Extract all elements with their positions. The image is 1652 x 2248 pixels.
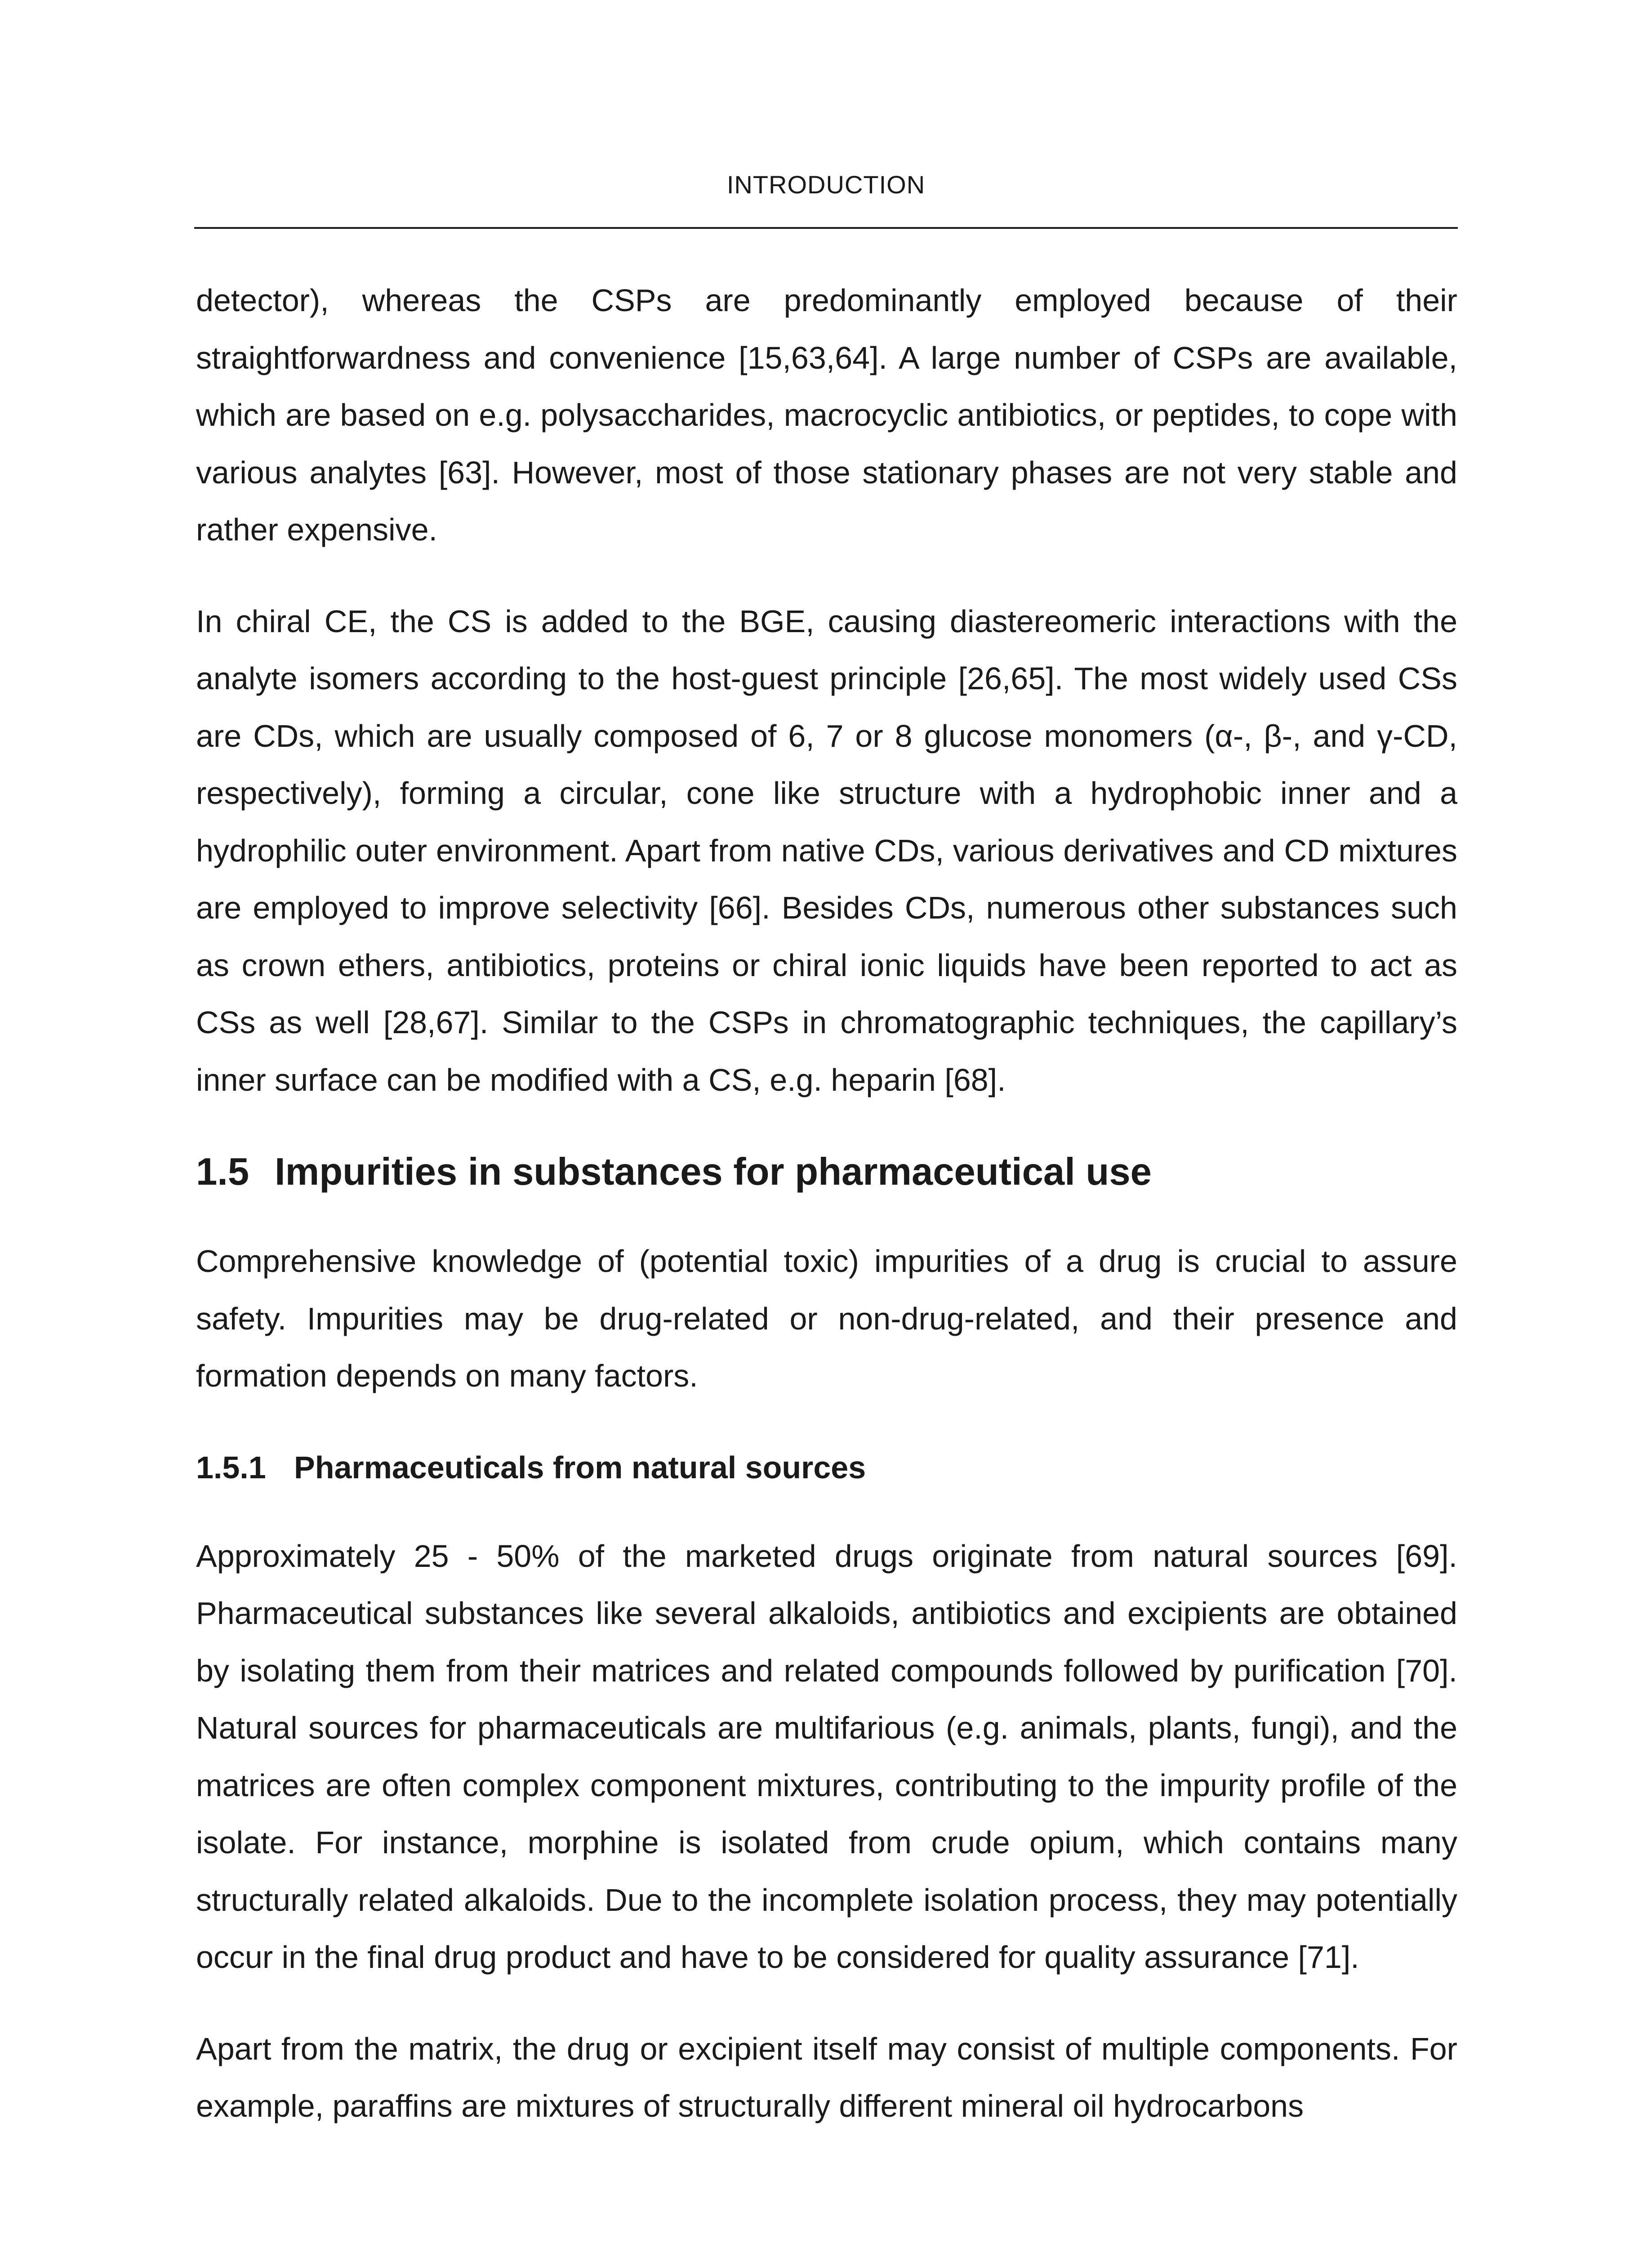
paragraph-natural-sources: Approximately 25 - 50% of the marketed drugs originate from natural sources [69]. Pharmaceutical substances like several alkaloids, antibiotics and excipients are obtained by isolating them from their matrices and related compounds followed by purification [70]. Natural sources for pharmaceuticals are multifarious (e.g. animals, plants, fungi), and the matrices are often complex component mixtures, contributing to the impurity profile of the isolate. For instance, morphine is isolated from crude opium, which contains many structurally related alkaloids. Due to the incomplete isolation process, they may potentially occur in the final drug product and have to be considered for quality assurance [71]. <box>196 1538 1457 1975</box>
section-number: 1.5 <box>196 1151 249 1193</box>
section-title: Impurities in substances for pharmaceutical use <box>275 1151 1152 1193</box>
subsection-number: 1.5.1 <box>196 1450 266 1485</box>
subsection-title: Pharmaceuticals from natural sources <box>294 1450 866 1485</box>
paragraph-impurities-intro: Comprehensive knowledge of (potential toxic) impurities of a drug is crucial to assure safety. Impurities may be drug-related or non-drug-related, and their presence and formation depends on many factors. <box>196 1244 1457 1393</box>
section-heading <box>196 1143 1457 1201</box>
subsection-heading <box>196 1439 1457 1496</box>
paragraph-csp-continuation: detector), whereas the CSPs are predominantly employed because of their straightforwardness and convenience [15,63,64]. A large number of CSPs are available, which are based on e.g. polysaccharides, macrocyclic antibiotics, or peptides, to cope with various analytes [63]. However, most of those stationary phases are not very stable and rather expensive. <box>196 283 1457 547</box>
paragraph-matrix-components: Apart from the matrix, the drug or excipient itself may consist of multiple components. For example, paraffins are mixtures of structurally different mineral oil hydrocarbons <box>196 2031 1457 2123</box>
header-rule <box>194 227 1458 229</box>
page-body <box>196 272 1457 2135</box>
running-header: INTRODUCTION <box>726 170 926 199</box>
paragraph-chiral-ce: In chiral CE, the CS is added to the BGE, causing diastereomeric interactions with the analyte isomers according to the host-guest principle [26,65]. The most widely used CSs are CDs, which are usually composed of 6, 7 or 8 glucose monomers (α-, β-, and γ-CD, respectively), forming a circular, cone like structure with a hydrophobic inner and a hydrophilic outer environment. Apart from native CDs, various derivatives and CD mixtures are employed to improve selectivity [66]. Besides CDs, numerous other substances such as crown ethers, antibiotics, proteins or chiral ionic liquids have been reported to act as CSs as well [28,67]. Similar to the CSPs in chromatographic techniques, the capillary’s inner surface can be modified with a CS, e.g. heparin [68]. <box>196 603 1457 1097</box>
